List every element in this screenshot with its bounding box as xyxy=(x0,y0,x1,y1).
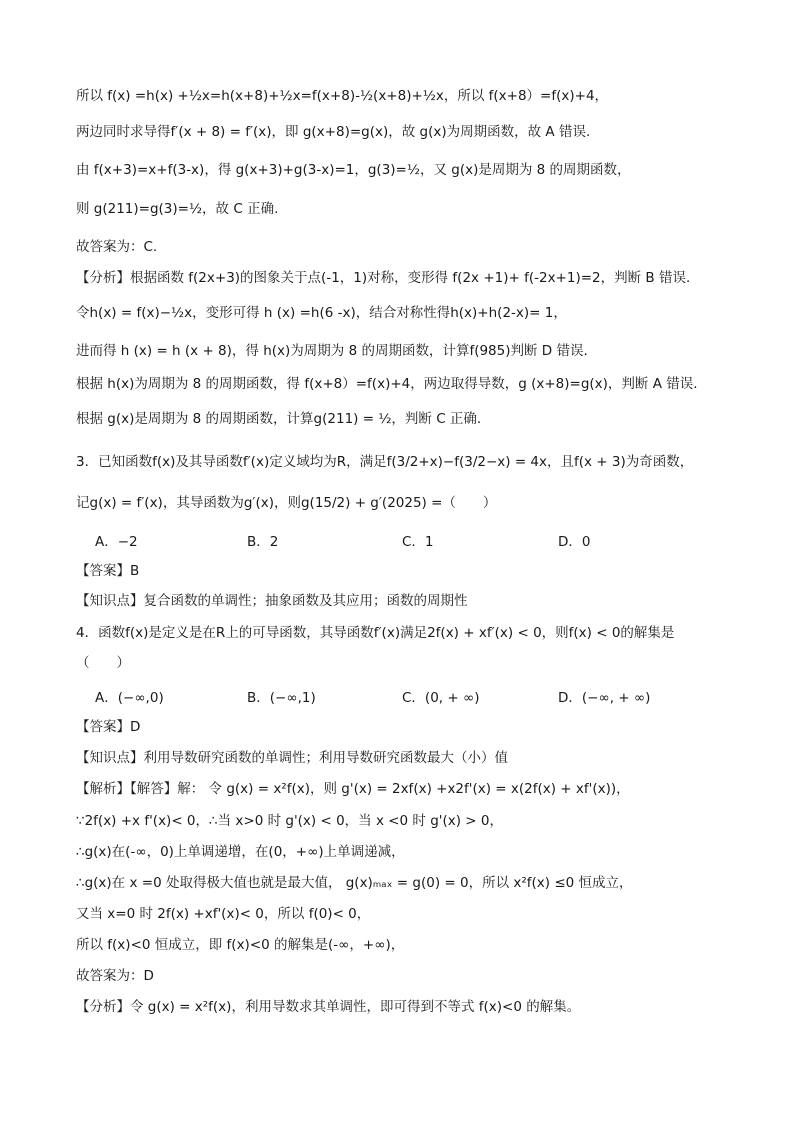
analysis-summary-3: 进而得 h (x) = h (x + 8)，得 h(x)为周期为 8 的周期函数，计算f(985)判断 D 错误. xyxy=(76,343,588,359)
analysis-summary-2: 令h(x) = f(x)−½x，变形可得 h (x) =h(6 -x)，结合对称性得h(x)+h(2-x)= 1， xyxy=(76,305,567,321)
solution-line-6: 所以 f(x)<0 恒成立，即 f(x)<0 的解集是(-∞，+∞)， xyxy=(76,937,405,953)
option-d: D．0 xyxy=(558,534,591,550)
question-3-stem-1: 3．已知函数f(x)及其导函数f′(x)定义域均为R，满足f(3/2+x)−f(3/2−x) = 4x，且f(x + 3)为奇函数， xyxy=(76,454,694,470)
solution-line-2: ∵2f(x) +x f'(x)< 0，∴当 x>0 时 g'(x) < 0，当 x <0 时 g'(x) > 0， xyxy=(76,813,503,829)
question-3-answer: 【答案】B xyxy=(76,563,140,579)
solution-analysis: 【分析】令 g(x) = x²f(x)，利用导数求其单调性，即可得到不等式 f(x)<0 的解集。 xyxy=(76,999,581,1015)
question-3-stem-2: 记g(x) = f′(x)，其导函数为g′(x)，则g(15/2) + g′(2025) =（ ） xyxy=(76,495,497,511)
option-c: C．(0, + ∞) xyxy=(402,690,480,706)
answer-statement: 故答案为：C. xyxy=(76,239,158,255)
analysis-summary-4: 根据 h(x)为周期为 8 的周期函数，得 f(x+8）=f(x)+4，两边取得导数，g (x+8)=g(x)，判断 A 错误. xyxy=(76,376,698,392)
analysis-line-3: 由 f(x+3)=x+f(3-x)，得 g(x+3)+g(3-x)=1，g(3)=½，又 g(x)是周期为 8 的周期函数， xyxy=(76,162,631,178)
question-4-answer: 【答案】D xyxy=(76,719,141,735)
solution-line-3: ∴g(x)在(-∞，0)上单调递增，在(0，+∞)上单调递减， xyxy=(76,844,405,860)
question-4-knowledge: 【知识点】利用导数研究函数的单调性；利用导数研究函数最大（小）值 xyxy=(76,750,508,766)
solution-line-5: 又当 x=0 时 2f(x) +xf'(x)< 0，所以 f(0)< 0， xyxy=(76,906,371,922)
question-4-options xyxy=(95,686,775,706)
analysis-line-1: 所以 f(x) =h(x) +½x=h(x+8)+½x=f(x+8)-½(x+8)+½x，所以 f(x+8）=f(x)+4， xyxy=(76,88,609,104)
analysis-line-4: 则 g(211)=g(3)=½，故 C 正确. xyxy=(76,201,279,217)
question-3-knowledge: 【知识点】复合函数的单调性；抽象函数及其应用；函数的周期性 xyxy=(76,593,468,609)
option-c: C．1 xyxy=(402,534,434,550)
option-d: D．(−∞, + ∞) xyxy=(558,690,651,706)
question-4-stem-1: 4．函数f(x)是定义是在R上的可导函数，其导函数f′(x)满足2f(x) + xf′(x) < 0，则f(x) < 0的解集是 xyxy=(76,625,675,641)
analysis-summary-5: 根据 g(x)是周期为 8 的周期函数，计算g(211) = ½，判断 C 正确. xyxy=(76,411,482,427)
question-3-options xyxy=(95,530,775,550)
solution-answer: 故答案为：D xyxy=(76,968,154,984)
analysis-summary-1: 【分析】根据函数 f(2x+3)的图象关于点(-1，1)对称，变形得 f(2x +1)+ f(-2x+1)=2，判断 B 错误. xyxy=(76,270,691,286)
analysis-line-2: 两边同时求导得f′(x + 8) = f′(x)，即 g(x+8)=g(x)，故 g(x)为周期函数，故 A 错误. xyxy=(76,124,591,140)
option-a: A．−2 xyxy=(95,534,138,550)
option-a: A．(−∞,0) xyxy=(95,690,164,706)
solution-line-4: ∴g(x)在 x =0 处取得极大值也就是最大值， g(x)ₘₐₓ = g(0) = 0，所以 x²f(x) ≤0 恒成立， xyxy=(76,875,633,891)
solution-line-1: 【解析】【解答】解： 令 g(x) = x²f(x)，则 g'(x) = 2xf(x) +x2f'(x) = x(2f(x) + xf'(x))， xyxy=(76,781,630,797)
question-4-stem-2: （ ） xyxy=(76,655,130,671)
option-b: B．2 xyxy=(247,534,279,550)
option-b: B．(−∞,1) xyxy=(247,690,316,706)
